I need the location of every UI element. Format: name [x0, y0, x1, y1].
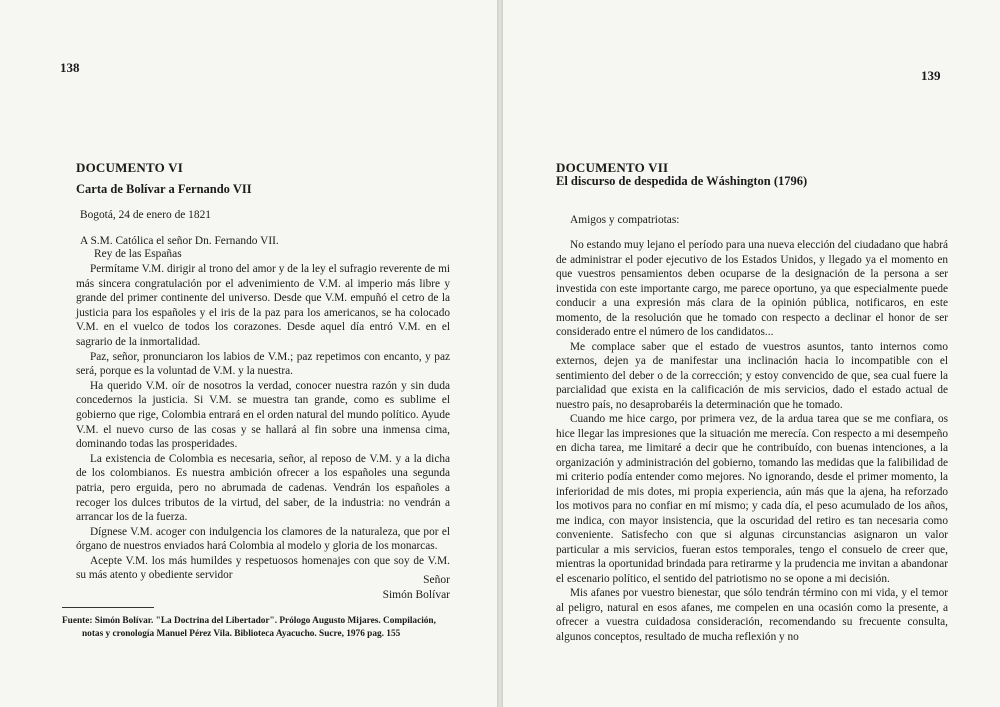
- signature-salutation: Señor: [423, 574, 450, 586]
- left-page: [0, 0, 497, 707]
- paragraph: Permítame V.M. dirigir al trono del amor y de la ley el sufragio reverente de mi más sincera congratulación por el advenimiento de V.M. al imperio más libre y grande del primer continente del universo. Desde que V.M. empuñó el cetro de la justicia para los españoles y el iris de la paz para los americanos, se ha colocado V.M. en el vuelco de todos los corazones. Desde aquel día entró V.M. en el sagrario de la inmortalidad.: [76, 263, 450, 348]
- footnote-line: notas y cronología Manuel Pérez Vila. Biblioteca Ayacucho. Sucre, 1976 pag. 155: [82, 629, 401, 639]
- document-subtitle: El discurso de despedida de Wáshington (1796): [556, 174, 808, 188]
- paragraph: Acepte V.M. los más humildes y respetuosos homenajes con que soy de V.M. su más atento y obediente servidor: [76, 554, 450, 582]
- speech-body: [556, 238, 948, 644]
- paragraph: Dígnese V.M. acoger con indulgencia los clamores de la naturaleza, que por el órgano de nuestros enviados hará Colombia al modelo y gloria de los monarcas.: [76, 525, 450, 553]
- paragraph: Me complace saber que el estado de vuestros asuntos, tanto internos como externos, dejen ya de manifestar una inclinación hacia lo incompatible con el sentimiento del deber o de la corrección; y estoy convencido de que, sea cual fuere la parcialidad que exista en la calificación de mis servicios, dado el estado actual de nuestro país, no desaprobaréis la determinación que he tomado.: [556, 340, 948, 411]
- paragraph: No estando muy lejano el período para una nueva elección del ciudadano que habrá de administrar el poder ejecutivo de los Estados Unidos, y llegado ya el momento en que vuestros pensamientos deben ocuparse de la designación de la persona a ser investida con este importante cargo, me parece oportuno, ya que especialmente puede conducir a una expresión más clara de la opinión pública, notificaros, en este momento, de la resolución que he tomado con respecto a declinar el honor de ser considerado entre el número de los candidatos...: [556, 239, 948, 338]
- paragraph: Paz, señor, pronunciaron los labios de V.M.; paz repetimos con encanto, y paz será, porque es la voluntad de V.M. y la nuestra.: [76, 350, 450, 378]
- right-page: [503, 0, 1000, 707]
- paragraph: Cuando me hice cargo, por primera vez, de la ardua tarea que se me confiara, os hice llegar las impresiones que la situación me merecía. Con respecto a mi desempeño en dicha tarea, me limitaré a decir que he contribuído, con buenas intenciones, a la organización y administración del gobierno, tomando las medidas que la falibilidad de mi criterio podía entender como mejores. No ignorando, desde el primer momento, la inferioridad de mis dotes, mi propia experiencia, aún más que la ajena, ha reforzado los motivos para no confiar en mí mismo; y cada día, el peso acumulado de los años, me indica, con mayor insistencia, que la oscuridad del retiro es tan necesaria como conveniente. Satisfecho con que si algunas circunstancias asignaron un valor particular a mis servicios, fueran estos temporales, tengo el consuelo de creer que, mientras la oportunidad brindada para retirarme y la prudencia me invitan a abandonar el escenario político, el sentido del patriotismo no se opone a mi decisión.: [556, 413, 948, 585]
- salutation: Amigos y compatriotas:: [570, 214, 680, 226]
- document-title: DOCUMENTO VII: [556, 160, 669, 175]
- paragraph: Ha querido V.M. oír de nosotros la verdad, conocer nuestra razón y sin duda concedernos la justicia. Si V.M. se muestra tan grande, como es sublime el gobierno que rige, Colombia entrará en el orden natural del mundo político. Ayude V.M. el nuevo curso de las cosas y se hallará al fin sobre una inmensa cima, dominando todas las prosperidades.: [76, 379, 450, 451]
- letter-body: [76, 262, 450, 583]
- signature-name: Simón Bolívar: [382, 589, 450, 601]
- document-subtitle: Carta de Bolívar a Fernando VII: [76, 182, 252, 196]
- footnote-rule: [62, 607, 154, 608]
- date-line: Bogotá, 24 de enero de 1821: [80, 209, 211, 221]
- addressee-line: A S.M. Católica el señor Dn. Fernando VII.: [80, 235, 279, 247]
- footnote-line: Fuente: Simón Bolívar. "La Doctrina del Libertador". Prólogo Augusto Mijares. Compilación,: [62, 616, 436, 626]
- page-number: 138: [60, 60, 80, 75]
- paragraph: La existencia de Colombia es necesaria, señor, al reposo de V.M. y a la dicha de los colombianos. Es nuestra ambición ofrecer a los españoles una segunda patria, pero erguida, pero no abrumada de cadenas. Vendrán los españoles a recoger los dulces tributos de la virtud, del saber, de la industria: no vendrán a arrancar los de la fuerza.: [76, 452, 450, 524]
- footnote: [62, 615, 452, 641]
- document-title: DOCUMENTO VI: [76, 160, 184, 175]
- paragraph: Mis afanes por vuestro bienestar, que sólo tendrán término con mi vida, y el temor al peligro, natural en esos afanes, me compelen en una ocasión como la presente, a ofrecer a vuestra cuidadosa consideración, recomendando su frecuente consulta, algunos conceptos, resultado de mucha reflexión y no: [556, 587, 948, 643]
- addressee-title: Rey de las Españas: [94, 248, 182, 260]
- page-number: 139: [921, 68, 941, 83]
